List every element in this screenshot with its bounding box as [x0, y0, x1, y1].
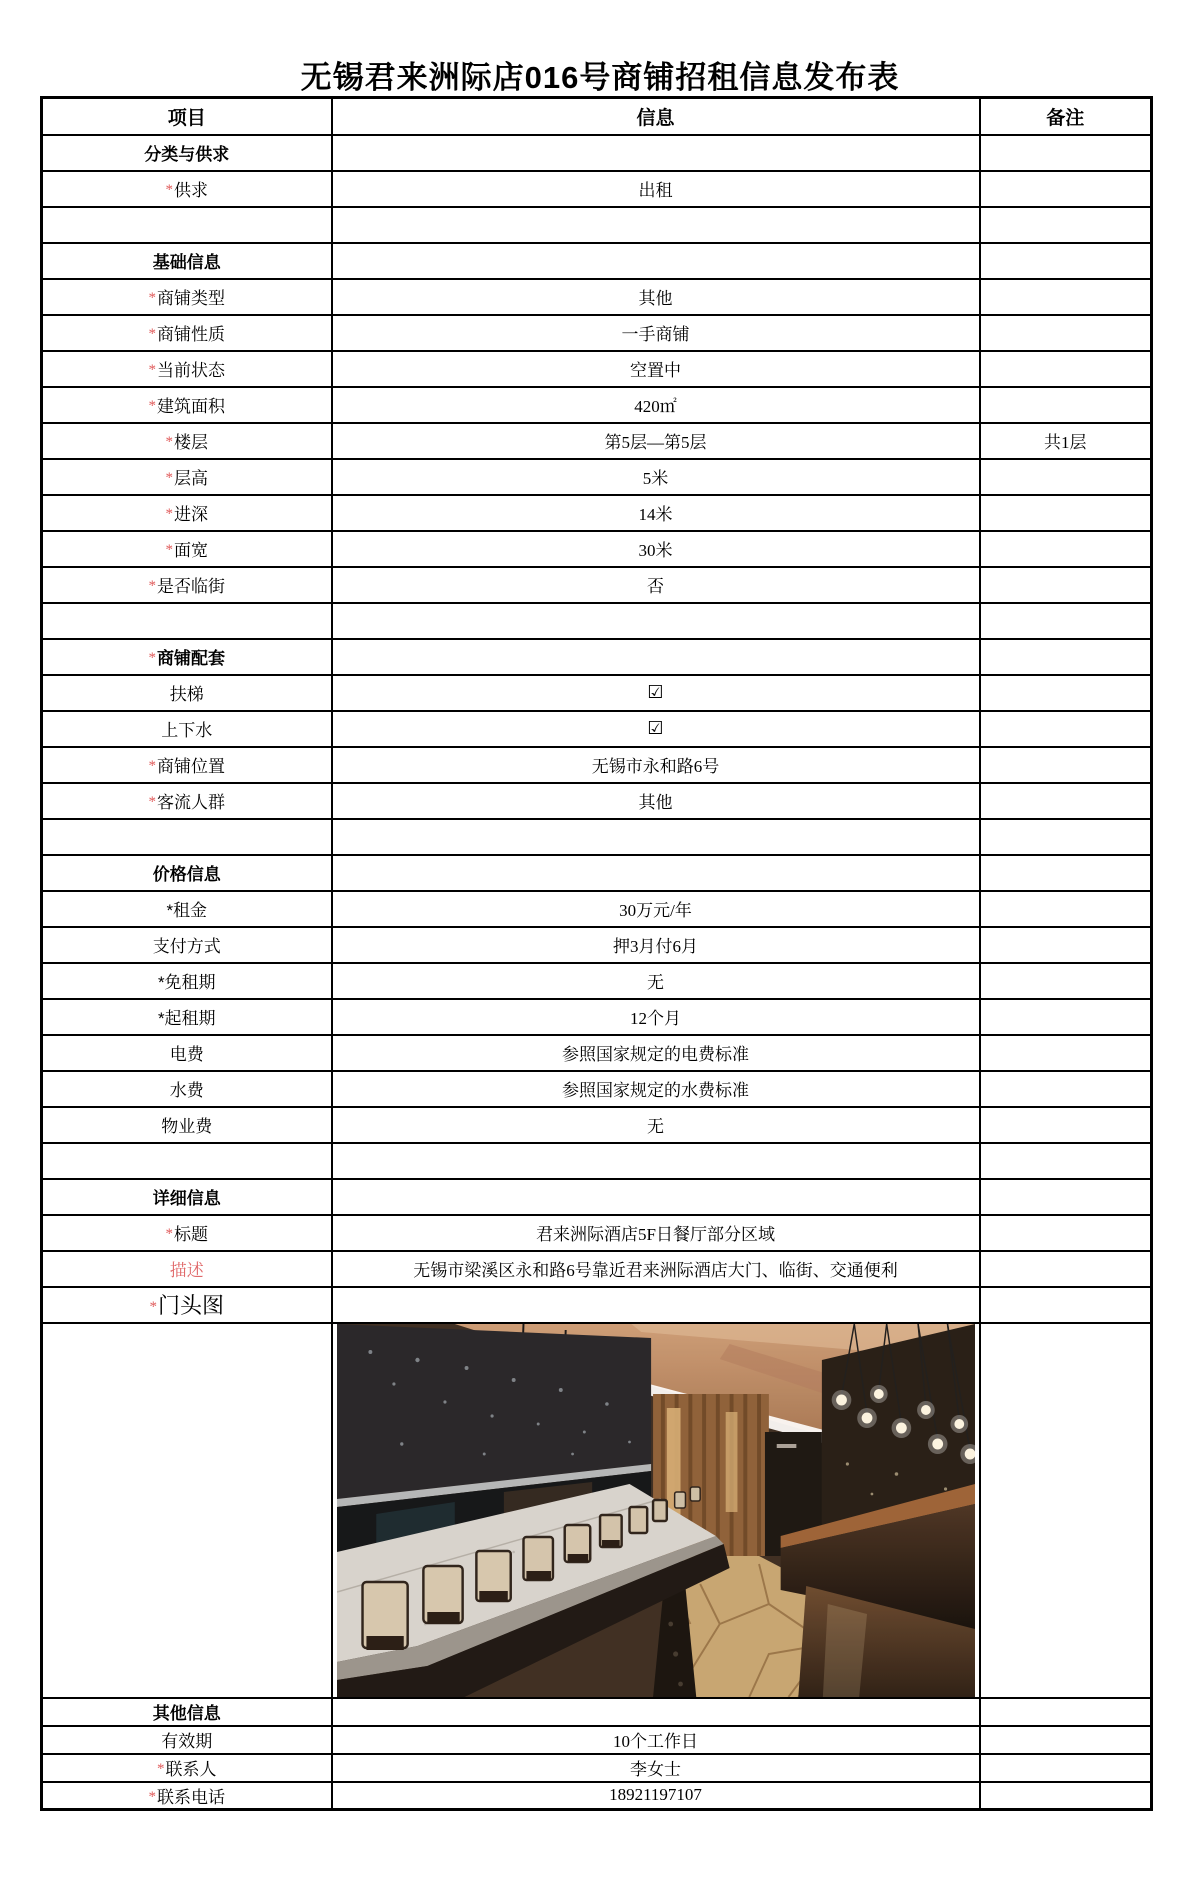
- table-row: [42, 279, 1152, 315]
- row-label: [42, 387, 332, 423]
- row-label: [42, 1251, 332, 1287]
- row-label: [42, 1782, 332, 1810]
- row-value: 押3月付6月: [332, 927, 980, 963]
- table-row: [42, 567, 1152, 603]
- table-row: [42, 963, 1152, 999]
- table-row: [42, 495, 1152, 531]
- row-remark: [980, 783, 1152, 819]
- row-remark: [980, 135, 1152, 171]
- row-remark: [980, 855, 1152, 891]
- field-label: 联系人: [165, 1760, 217, 1779]
- row-label: [42, 963, 332, 999]
- row-value: [332, 1698, 980, 1726]
- table-row: [42, 1726, 1152, 1754]
- table-row: [42, 459, 1152, 495]
- row-value: 君来洲际酒店5F日餐厅部分区域: [332, 1215, 980, 1251]
- row-label: [42, 1287, 332, 1323]
- row-label: [42, 531, 332, 567]
- row-remark: [980, 1323, 1152, 1698]
- row-remark: [980, 891, 1152, 927]
- row-value: [332, 819, 980, 855]
- required-star: *: [165, 542, 173, 558]
- row-value: 第5层—第5层: [332, 423, 980, 459]
- photo-cell: [332, 1323, 980, 1698]
- row-remark: [980, 639, 1152, 675]
- row-value: 30万元/年: [332, 891, 980, 927]
- empty-row: [42, 207, 1152, 243]
- row-remark: [980, 459, 1152, 495]
- row-label: [42, 1179, 332, 1215]
- row-label: [42, 423, 332, 459]
- field-label: 面宽: [174, 541, 208, 560]
- row-label: [42, 1726, 332, 1754]
- required-star: *: [165, 182, 173, 198]
- row-label: [42, 279, 332, 315]
- field-label: 电费: [169, 1045, 204, 1064]
- row-remark: [980, 819, 1152, 855]
- required-star: *: [148, 650, 156, 666]
- field-label: 其他信息: [152, 1704, 221, 1723]
- row-value: 其他: [332, 783, 980, 819]
- row-remark: [980, 927, 1152, 963]
- row-remark: [980, 171, 1152, 207]
- row-label: [42, 459, 332, 495]
- table-row: [42, 999, 1152, 1035]
- row-label: [42, 675, 332, 711]
- row-remark: [980, 243, 1152, 279]
- table-row: [42, 1071, 1152, 1107]
- row-label: [42, 855, 332, 891]
- row-remark: [980, 351, 1152, 387]
- row-remark: [980, 1035, 1152, 1071]
- row-value: 420㎡: [332, 387, 980, 423]
- field-label: 支付方式: [152, 937, 221, 956]
- required-star: *: [148, 362, 156, 378]
- row-remark: [980, 1287, 1152, 1323]
- field-label: 门头图: [157, 1293, 224, 1318]
- row-remark: [980, 999, 1152, 1035]
- row-label: [42, 999, 332, 1035]
- row-value: 李女士: [332, 1754, 980, 1782]
- row-label: [42, 927, 332, 963]
- row-remark: [980, 711, 1152, 747]
- field-label: 上下水: [161, 721, 213, 740]
- listing-table-wrap: [40, 96, 1150, 1811]
- row-label: [42, 747, 332, 783]
- row-remark: [980, 1726, 1152, 1754]
- table-row: [42, 1107, 1152, 1143]
- row-label: [42, 639, 332, 675]
- section-row: [42, 1698, 1152, 1726]
- table-row: [42, 1035, 1152, 1071]
- row-label: [42, 1035, 332, 1071]
- table-row: [42, 1215, 1152, 1251]
- row-label: [42, 315, 332, 351]
- required-star: *: [148, 290, 156, 306]
- row-label: [42, 819, 332, 855]
- table-row: [42, 711, 1152, 747]
- field-label: 联系电话: [157, 1787, 225, 1807]
- photo-row: [42, 1323, 1152, 1698]
- row-label: [42, 207, 332, 243]
- row-value: 18921197107: [332, 1782, 980, 1810]
- table-row: [42, 1782, 1152, 1810]
- required-star: *: [165, 506, 173, 522]
- field-label: 水费: [169, 1081, 204, 1100]
- row-value: 一手商铺: [332, 315, 980, 351]
- field-label: 供求: [174, 181, 208, 200]
- row-value: 无锡市梁溪区永和路6号靠近君来洲际酒店大门、临街、交通便利: [332, 1251, 980, 1287]
- table-row: [42, 783, 1152, 819]
- table-row: [42, 1287, 1152, 1323]
- row-value: [332, 1179, 980, 1215]
- row-remark: [980, 963, 1152, 999]
- field-label: *免租期: [157, 973, 216, 992]
- field-label: *租金: [166, 901, 208, 920]
- row-value: 参照国家规定的水费标准: [332, 1071, 980, 1107]
- row-remark: [980, 315, 1152, 351]
- field-label: 物业费: [161, 1117, 213, 1136]
- row-value: 出租: [332, 171, 980, 207]
- field-label: 价格信息: [152, 865, 221, 884]
- table-row: [42, 171, 1152, 207]
- required-star: *: [165, 470, 173, 486]
- row-value: 参照国家规定的电费标准: [332, 1035, 980, 1071]
- row-label: [42, 567, 332, 603]
- table-row: [42, 351, 1152, 387]
- row-value: [332, 1143, 980, 1179]
- field-label: 商铺位置: [157, 757, 225, 776]
- column-header-info: 信息: [332, 98, 980, 135]
- row-remark: [980, 387, 1152, 423]
- row-label: [42, 1071, 332, 1107]
- row-remark: [980, 747, 1152, 783]
- field-label: 标题: [174, 1225, 208, 1244]
- field-label: 商铺性质: [157, 325, 225, 344]
- required-star: *: [149, 1299, 157, 1315]
- row-label: [42, 243, 332, 279]
- row-label: [42, 1754, 332, 1782]
- table-row: [42, 747, 1152, 783]
- row-value: 14米: [332, 495, 980, 531]
- table-row: [42, 423, 1152, 459]
- table-row: [42, 531, 1152, 567]
- section-row: [42, 1179, 1152, 1215]
- column-header-remark: 备注: [980, 98, 1152, 135]
- row-remark: [980, 1251, 1152, 1287]
- header-row: [42, 98, 1152, 135]
- table-row: [42, 387, 1152, 423]
- table-row: [42, 891, 1152, 927]
- row-remark: [980, 279, 1152, 315]
- section-row: [42, 855, 1152, 891]
- row-value: 无: [332, 1107, 980, 1143]
- row-label: [42, 351, 332, 387]
- row-remark: [980, 495, 1152, 531]
- column-header-item: 项目: [42, 98, 332, 135]
- table-row: [42, 1251, 1152, 1287]
- field-label: 基础信息: [152, 253, 221, 272]
- table-row: [42, 1754, 1152, 1782]
- row-remark: [980, 531, 1152, 567]
- row-value: 无: [332, 963, 980, 999]
- row-label: [42, 711, 332, 747]
- row-label: [42, 1143, 332, 1179]
- row-remark: [980, 1698, 1152, 1726]
- required-star: *: [165, 1226, 173, 1242]
- checkbox-checked: ☑: [332, 675, 980, 711]
- row-label: [42, 1107, 332, 1143]
- row-label: [42, 1215, 332, 1251]
- row-label: [42, 891, 332, 927]
- row-remark: [980, 567, 1152, 603]
- field-label: *起租期: [157, 1009, 216, 1028]
- row-remark: [980, 1215, 1152, 1251]
- row-remark: 共1层: [980, 423, 1152, 459]
- row-value: 5米: [332, 459, 980, 495]
- required-star: *: [148, 578, 156, 594]
- row-value: [332, 135, 980, 171]
- row-remark: [980, 1754, 1152, 1782]
- field-label: 描述: [169, 1261, 204, 1280]
- row-value: 12个月: [332, 999, 980, 1035]
- row-remark: [980, 1782, 1152, 1810]
- row-label: [42, 1698, 332, 1726]
- field-label: 商铺类型: [157, 289, 225, 308]
- row-value: [332, 243, 980, 279]
- row-remark: [980, 207, 1152, 243]
- row-value: 空置中: [332, 351, 980, 387]
- storefront-photo: [337, 1324, 975, 1697]
- field-label: 客流人群: [157, 793, 225, 812]
- field-label: 有效期: [161, 1732, 213, 1751]
- checkbox-checked: ☑: [332, 711, 980, 747]
- field-label: 楼层: [174, 433, 208, 452]
- empty-row: [42, 819, 1152, 855]
- field-label: 层高: [174, 469, 208, 488]
- required-star: *: [157, 1761, 165, 1777]
- row-remark: [980, 1107, 1152, 1143]
- empty-row: [42, 1143, 1152, 1179]
- row-value: 无锡市永和路6号: [332, 747, 980, 783]
- row-value: 否: [332, 567, 980, 603]
- required-star: *: [148, 398, 156, 414]
- field-label: 建筑面积: [157, 397, 225, 416]
- row-label: [42, 171, 332, 207]
- table-row: [42, 927, 1152, 963]
- table-row: [42, 315, 1152, 351]
- row-value: 其他: [332, 279, 980, 315]
- row-value: 30米: [332, 531, 980, 567]
- empty-row: [42, 603, 1152, 639]
- listing-table: [40, 96, 1153, 1811]
- row-label: [42, 135, 332, 171]
- field-label: 分类与供求: [144, 145, 230, 164]
- field-label: 当前状态: [157, 361, 225, 380]
- section-row: [42, 639, 1152, 675]
- required-star: *: [148, 794, 156, 810]
- row-remark: [980, 1179, 1152, 1215]
- required-star: *: [165, 434, 173, 450]
- required-star: *: [148, 758, 156, 774]
- row-label: [42, 783, 332, 819]
- row-remark: [980, 675, 1152, 711]
- row-remark: [980, 1071, 1152, 1107]
- field-label: 商铺配套: [157, 649, 225, 668]
- row-label: [42, 1323, 332, 1698]
- field-label: 扶梯: [169, 685, 204, 704]
- row-value: [332, 603, 980, 639]
- row-label: [42, 495, 332, 531]
- row-value: [332, 855, 980, 891]
- field-label: 详细信息: [152, 1189, 221, 1208]
- page-title: 无锡君来洲际店016号商铺招租信息发布表: [300, 60, 900, 95]
- required-star: *: [148, 326, 156, 342]
- row-remark: [980, 1143, 1152, 1179]
- row-value: [332, 639, 980, 675]
- row-value: [332, 1287, 980, 1323]
- row-label: [42, 603, 332, 639]
- row-value: 10个工作日: [332, 1726, 980, 1754]
- table-row: [42, 675, 1152, 711]
- section-row: [42, 243, 1152, 279]
- field-label: 进深: [174, 505, 208, 524]
- row-remark: [980, 603, 1152, 639]
- field-label: 是否临街: [157, 577, 225, 596]
- row-value: [332, 207, 980, 243]
- required-star: *: [148, 1788, 156, 1805]
- section-row: [42, 135, 1152, 171]
